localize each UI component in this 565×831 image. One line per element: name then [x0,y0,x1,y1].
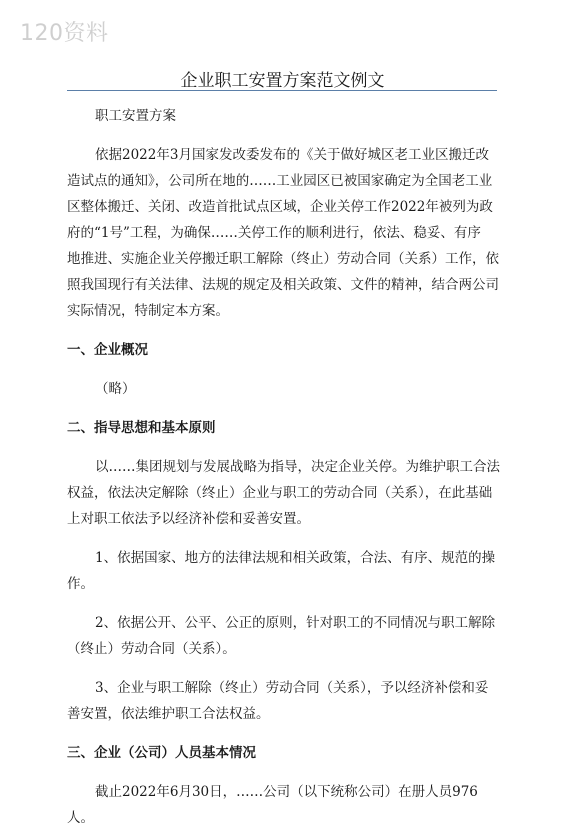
text-line: （终止）劳动合同（关系）。 [67,641,236,657]
text-line: 区整体搬迁、关闭、改造首批试点区域，企业关停工作2022年被列为政 [67,199,493,215]
watermark-logo: 120资料 [20,21,109,46]
text-line: 依据2022年3月国家发改委发布的《关于做好城区老工业区搬迁改 [95,147,489,163]
paragraph-gap [67,129,499,142]
section-heading: 一、企业概况 [67,342,148,358]
text-line: 府的“1号”工程，为确保……关停工作的顺利进行，依法、稳妥、有序 [67,225,481,241]
text-line: 上对职工依法予以经济补偿和妥善安置。 [67,511,310,527]
document-title: 企业职工安置方案范文例文 [180,71,385,91]
text-line: 截止2022年6月30日，……公司（以下统称公司）在册人员976 [95,784,478,800]
text-line: 实际情况，特制定本方案。 [67,303,229,319]
paragraph-gap [67,532,499,545]
text-line: 地推进、实施企业关停搬迁职工解除（终止）劳动合同（关系）工作，依 [67,251,499,267]
paragraph-gap [67,766,499,779]
text-line: 作。 [67,576,94,592]
paragraph-gap [67,363,499,376]
text-line: （略） [95,381,136,397]
text-line: 职工安置方案 [95,108,176,124]
text-line: 善安置，依法维护职工合法权益。 [67,706,270,722]
section-heading: 三、企业（公司）人员基本情况 [67,745,256,761]
text-line: 2、依据公开、公平、公正的原则，针对职工的不同情况与职工解除 [95,615,496,631]
text-line: 照我国现行有关法律、法规的规定及相关政策、文件的精神，结合两公司 [67,277,499,293]
text-line: 3、企业与职工解除（终止）劳动合同（关系），予以经济补偿和妥 [95,680,489,696]
section-heading: 二、指导思想和基本原则 [67,420,216,436]
text-line: 以……集团规划与发展战略为指导，决定企业关停。为维护职工合法 [95,459,500,475]
paragraph-gap [67,324,499,337]
text-line: 1、依据国家、地方的法律法规和相关政策，合法、有序、规范的操 [95,550,496,566]
paragraph-gap [67,662,499,675]
paragraph-gap [67,597,499,610]
paragraph-gap [67,441,499,454]
paragraph-gap [67,727,499,740]
paragraph-gap [67,402,499,415]
text-line: 造试点的通知》，公司所在地的……工业园区已被国家确定为全国老工业 [67,173,493,189]
document-body [67,103,499,831]
title-divider [67,90,497,91]
text-line: 人。 [67,810,94,826]
text-line: 权益，依法决定解除（终止）企业与职工的劳动合同（关系），在此基础 [67,485,493,501]
